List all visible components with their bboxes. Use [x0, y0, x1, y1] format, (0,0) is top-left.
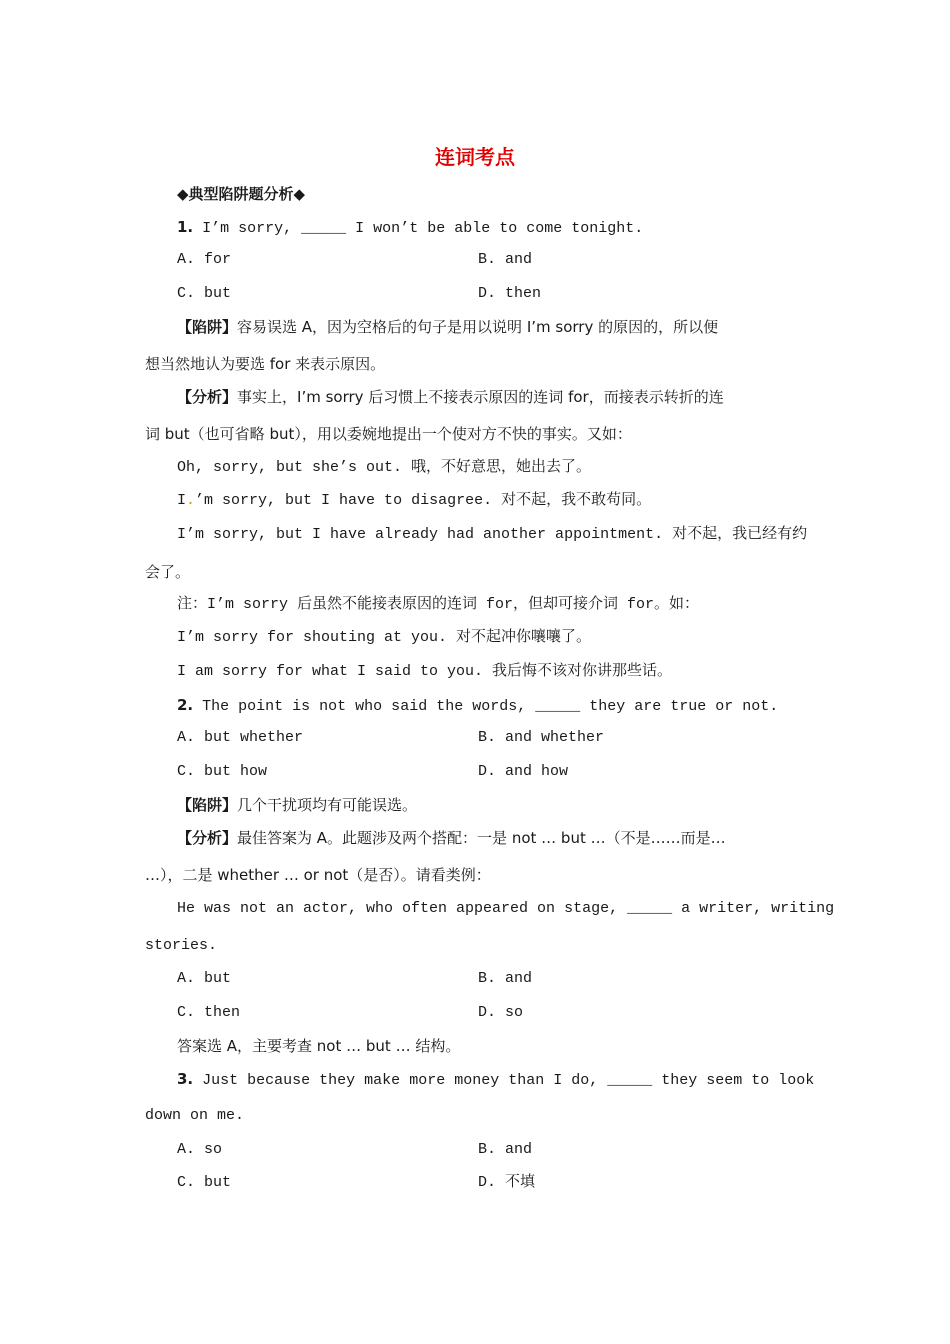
analysis-paragraph	[177, 387, 724, 407]
page-title: 连词考点	[435, 145, 515, 169]
option-b: B. and	[478, 1141, 533, 1158]
example-question-cont: stories.	[145, 937, 218, 954]
analysis-text-cont: …），二是 whether … or not（是否）。请看类例：	[145, 866, 491, 884]
option-d: D. so	[478, 1004, 524, 1021]
option-c: C. but	[177, 1174, 232, 1191]
option-a: A. so	[177, 1141, 223, 1158]
example-part: ’m sorry, but I have to disagree. 对不起，我不敢苟同。	[195, 492, 652, 509]
trap-text-cont: 想当然地认为要选 for 来表示原因。	[145, 355, 386, 373]
analysis-text-cont: 词 but（也可省略 but），用以委婉地提出一个使对方不快的事实。又如：	[145, 425, 632, 443]
example-sentence: I’m sorry, but I have already had another appointment. 对不起，我已经有约	[177, 526, 808, 543]
example-sentence: I’m sorry for shouting at you. 对不起冲你嚷嚷了。	[177, 629, 592, 646]
trap-paragraph	[177, 795, 417, 815]
analysis-text: 事实上，I’m sorry 后习惯上不接表示原因的连词 for，而接表示转折的连	[237, 388, 724, 406]
trap-tag: 【陷阱】	[177, 318, 238, 336]
option-d: D. then	[478, 285, 542, 302]
question-number: 3.	[177, 1070, 194, 1088]
option-b: B. and whether	[478, 729, 605, 746]
question-number: 2.	[177, 696, 194, 714]
example-question: He was not an actor, who often appeared on stage, _____ a writer, writing	[177, 900, 835, 917]
option-a: A. but	[177, 970, 232, 987]
option-c: C. but	[177, 285, 232, 302]
option-a: A. for	[177, 251, 232, 268]
option-a: A. but whether	[177, 729, 304, 746]
analysis-text: 最佳答案为 A。此题涉及两个搭配：一是 not … but …（不是……而是…	[237, 829, 726, 847]
example-sentence-cont: 会了。	[145, 563, 191, 581]
question-1	[177, 217, 643, 239]
analysis-tag: 【分析】	[177, 388, 238, 406]
example-part: I	[177, 492, 187, 509]
question-stem: I’m sorry, _____ I won’t be able to come tonight.	[202, 220, 644, 237]
analysis-tag: 【分析】	[177, 829, 238, 847]
option-c: C. but how	[177, 763, 268, 780]
example-part: .	[186, 492, 196, 509]
option-d: D. and how	[478, 763, 569, 780]
answer-note: 答案选 A，主要考查 not … but … 结构。	[177, 1037, 461, 1055]
note-text: 注：I’m sorry 后虽然不能接表原因的连词 for，但却可接介词 for。如：	[177, 596, 700, 613]
analysis-paragraph	[177, 828, 726, 848]
section-heading: ◆典型陷阱题分析◆	[177, 185, 306, 203]
option-c: C. then	[177, 1004, 241, 1021]
example-sentence	[177, 491, 651, 511]
trap-text: 容易误选 A，因为空格后的句子是用以说明 I’m sorry 的原因的，所以便	[237, 318, 719, 336]
trap-tag: 【陷阱】	[177, 796, 238, 814]
trap-text: 几个干扰项均有可能误选。	[237, 796, 418, 814]
trap-paragraph	[177, 317, 718, 337]
option-d: D. 不填	[478, 1174, 536, 1191]
question-number: 1.	[177, 218, 194, 236]
question-stem: Just because they make more money than I do, _____ they seem to look	[202, 1072, 815, 1089]
question-3	[177, 1069, 814, 1091]
option-b: B. and	[478, 970, 533, 987]
example-sentence: Oh, sorry, but she’s out. 哦，不好意思，她出去了。	[177, 459, 592, 476]
option-b: B. and	[478, 251, 533, 268]
question-stem-cont: down on me.	[145, 1107, 245, 1124]
example-sentence: I am sorry for what I said to you. 我后悔不该对你讲那些话。	[177, 663, 673, 680]
question-stem: The point is not who said the words, _____ they are true or not.	[202, 698, 779, 715]
question-2	[177, 695, 778, 717]
